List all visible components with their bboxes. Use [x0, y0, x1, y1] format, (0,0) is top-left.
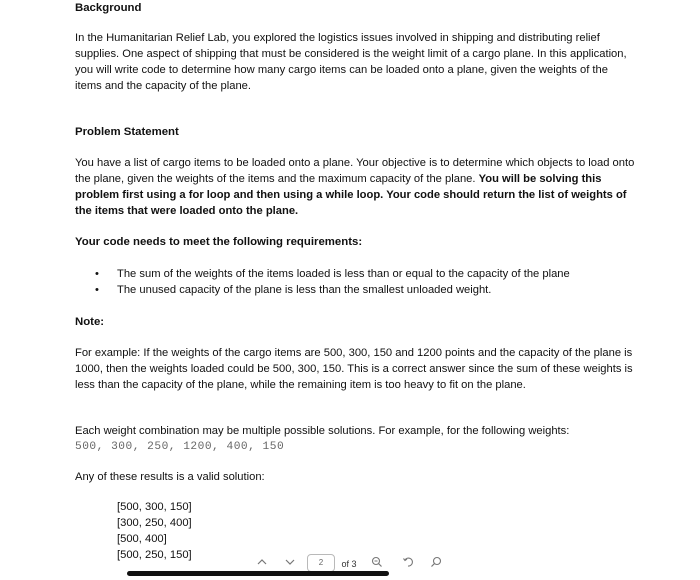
multiple-solutions-text: Each weight combination may be multiple possible solutions. For example, for the following weights:	[75, 425, 570, 437]
requirement-text: The sum of the weights of the items loaded is less than or equal to the capacity of the plane	[117, 268, 570, 280]
page-number-input[interactable]: 2	[307, 554, 335, 572]
background-paragraph-wrap	[75, 30, 635, 94]
bullet-icon: •	[95, 284, 99, 296]
zoom-icon[interactable]	[369, 556, 385, 572]
problem-paragraph	[75, 155, 635, 219]
multiple-solutions-wrap	[75, 423, 635, 455]
example-paragraph-wrap	[75, 345, 635, 393]
requirements-heading-wrap	[75, 234, 635, 250]
chevron-down-icon[interactable]	[282, 556, 298, 572]
problem-heading: Problem Statement	[75, 126, 179, 138]
search-icon[interactable]	[428, 556, 444, 572]
note-heading: Note:	[75, 316, 105, 328]
background-paragraph: In the Humanitarian Relief Lab, you explored the logistics issues involved in shipping and distributing relief supplies. One aspect of shipping that must be considered is the weight limit of a cargo plane. In this application, you will write code to determine how many cargo items can be loaded onto a plane, given the weights of the items and the capacity of the plane.	[75, 32, 627, 92]
page-total-label: of 3	[341, 559, 357, 569]
requirements-wrap	[75, 266, 635, 298]
list-item: [500, 400]	[117, 533, 167, 545]
rotate-icon[interactable]	[400, 556, 416, 572]
problem-paragraph-wrap	[75, 155, 635, 219]
list-item: [300, 250, 400]	[117, 517, 192, 529]
requirement-text: The unused capacity of the plane is less than the smallest unloaded weight.	[117, 284, 492, 296]
background-heading: Background	[75, 2, 142, 14]
requirements-list	[75, 266, 635, 298]
background-section	[75, 0, 635, 16]
problem-paragraph-plain: You have a list of cargo items to be loaded onto a plane. Your objective is to determine which objects to load onto the plane, given the weights of the items and the maximum capacity of the plane.	[75, 157, 635, 185]
list-item	[75, 266, 635, 282]
problem-paragraph-bold: You will be solving this problem first using a for loop and then using a while loop. Your code should return the list of weights of the items that were loaded onto the plane.	[75, 173, 627, 217]
valid-solutions-wrap	[75, 469, 635, 485]
note-heading-wrap	[75, 314, 635, 330]
valid-solutions-text: Any of these results is a valid solution:	[75, 471, 265, 483]
horizontal-scrollbar[interactable]	[127, 571, 389, 576]
chevron-up-icon[interactable]	[254, 556, 270, 572]
list-item: [500, 300, 150]	[117, 501, 192, 513]
list-item	[75, 282, 635, 298]
example-paragraph: For example: If the weights of the cargo items are 500, 300, 150 and 1200 points and the capacity of the plane is 1000, then the weights loaded could be 500, 300, 150. This is a correct answer since the sum of these weights is less than the capacity of the plane, while the remaining item is too heavy to fit on the plane.	[75, 347, 633, 391]
bullet-icon: •	[95, 268, 99, 280]
requirements-heading: Your code needs to meet the following requirements:	[75, 236, 363, 248]
weights-code: 500, 300, 250, 1200, 400, 150	[75, 441, 285, 453]
list-item: [500, 250, 150]	[117, 549, 192, 561]
problem-heading-wrap	[75, 124, 635, 140]
